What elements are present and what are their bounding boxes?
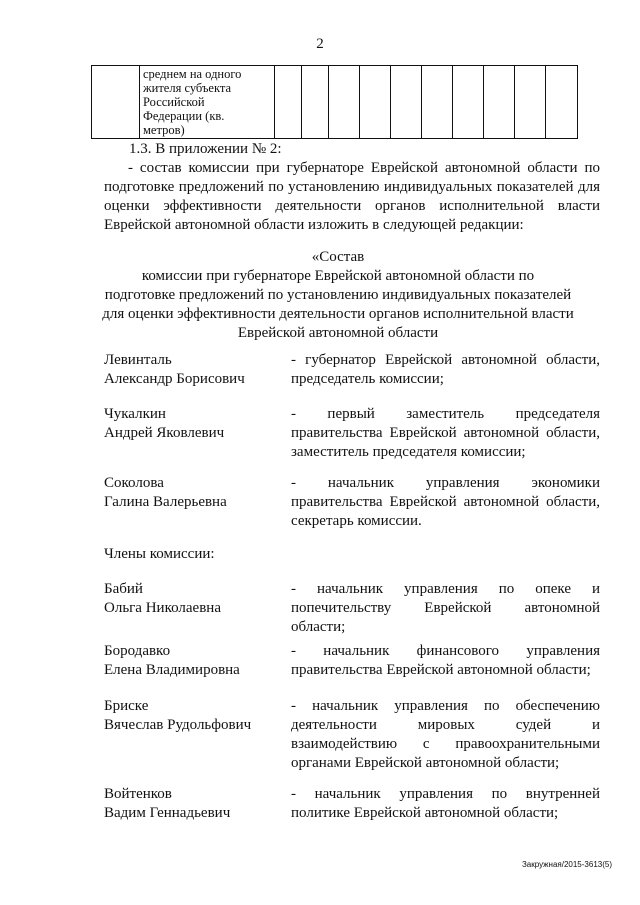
person-surname: Войтенков (104, 786, 172, 802)
role-line: председатель комиссии; (291, 371, 444, 387)
description-line: среднем на одного (143, 67, 242, 81)
person-surname: Бородавко (104, 643, 171, 659)
role-line: правительства Еврейской автономной области, (291, 425, 600, 441)
table-cell (484, 66, 515, 139)
heading-line-4: для оценки эффективности деятельности органов исполнительной власти (102, 306, 574, 322)
table-cell (546, 66, 578, 139)
role-line: - начальник финансового управления (291, 643, 600, 659)
person-role (291, 405, 600, 462)
intro-paragraph-line: оценки эффективности деятельности органов исполнительной власти (104, 198, 600, 214)
description-line: метров) (143, 123, 185, 137)
role-line: секретарь комиссии. (291, 513, 422, 529)
person-surname: Чукалкин (104, 406, 166, 422)
role-line: деятельности мировых судей и (291, 717, 600, 733)
indicator-table-fragment (91, 65, 578, 139)
role-line: - начальник управления по обеспечению (291, 698, 600, 714)
person-surname: Бабий (104, 581, 143, 597)
table-cell (302, 66, 329, 139)
person-surname: Левинталь (104, 352, 172, 368)
person-surname: Соколова (104, 475, 164, 491)
table-cell (360, 66, 391, 139)
role-line: попечительству Еврейской автономной (291, 600, 600, 616)
role-line: политике Еврейской автономной области; (291, 805, 559, 821)
table-cell (515, 66, 546, 139)
person-given-name: Ольга Николаевна (104, 600, 221, 616)
description-line: жителя субъекта (143, 81, 232, 95)
person-surname: Бриске (104, 698, 149, 714)
table-cell (275, 66, 302, 139)
table-cell (92, 66, 140, 139)
item-1-3: 1.3. В приложении № 2: (129, 141, 282, 157)
role-line: - начальник управления экономики (291, 475, 600, 491)
heading-line-5: Еврейской автономной области (237, 325, 439, 341)
heading-line-1: «Состав (311, 249, 365, 265)
person-role (291, 642, 600, 680)
table-cell (329, 66, 360, 139)
table-cell-description (140, 66, 275, 139)
person-given-name: Галина Валерьевна (104, 494, 227, 510)
role-line: взаимодействию с правоохранительными (291, 736, 600, 752)
table-cell (453, 66, 484, 139)
person-role (291, 474, 600, 531)
members-label: Члены комиссии: (104, 546, 215, 562)
role-line: заместитель председателя комиссии; (291, 444, 526, 460)
person-given-name: Андрей Яковлевич (104, 425, 225, 441)
intro-paragraph-line: Еврейской автономной области изложить в следующей редакции: (104, 217, 524, 233)
description-line: Российской (143, 95, 205, 109)
role-line: - первый заместитель председателя (291, 406, 600, 422)
table-cell (391, 66, 422, 139)
table-row (92, 66, 578, 139)
person-given-name: Вячеслав Рудольфович (104, 717, 252, 733)
role-line: правительства Еврейской автономной области, (291, 494, 600, 510)
person-given-name: Вадим Геннадьевич (104, 805, 231, 821)
description-line: Федерации (кв. (143, 109, 225, 123)
person-given-name: Александр Борисович (104, 371, 245, 387)
person-role (291, 580, 600, 637)
heading-line-2: комиссии при губернаторе Еврейской автономной области по (141, 268, 535, 284)
intro-paragraph-line: подготовке предложений по установлению индивидуальных показателей для (104, 179, 600, 195)
role-line: - начальник управления по опеке и (291, 581, 600, 597)
role-line: органами Еврейской автономной области; (291, 755, 560, 771)
person-role (291, 697, 600, 773)
intro-paragraph-line: - состав комиссии при губернаторе Еврейской автономной области по (128, 160, 600, 176)
role-line: - губернатор Еврейской автономной области, (291, 352, 600, 368)
person-role (291, 785, 600, 823)
page-number: 2 (316, 36, 324, 52)
footer-document-code: Закружная/2015-3613(5) (521, 860, 612, 869)
heading-line-3: подготовке предложений по установлению индивидуальных показателей (104, 287, 572, 303)
role-line: правительства Еврейской автономной области; (291, 662, 591, 678)
role-line: - начальник управления по внутренней (291, 786, 600, 802)
person-role (291, 351, 600, 389)
table-cell (422, 66, 453, 139)
role-line: области; (291, 619, 346, 635)
person-given-name: Елена Владимировна (104, 662, 240, 678)
